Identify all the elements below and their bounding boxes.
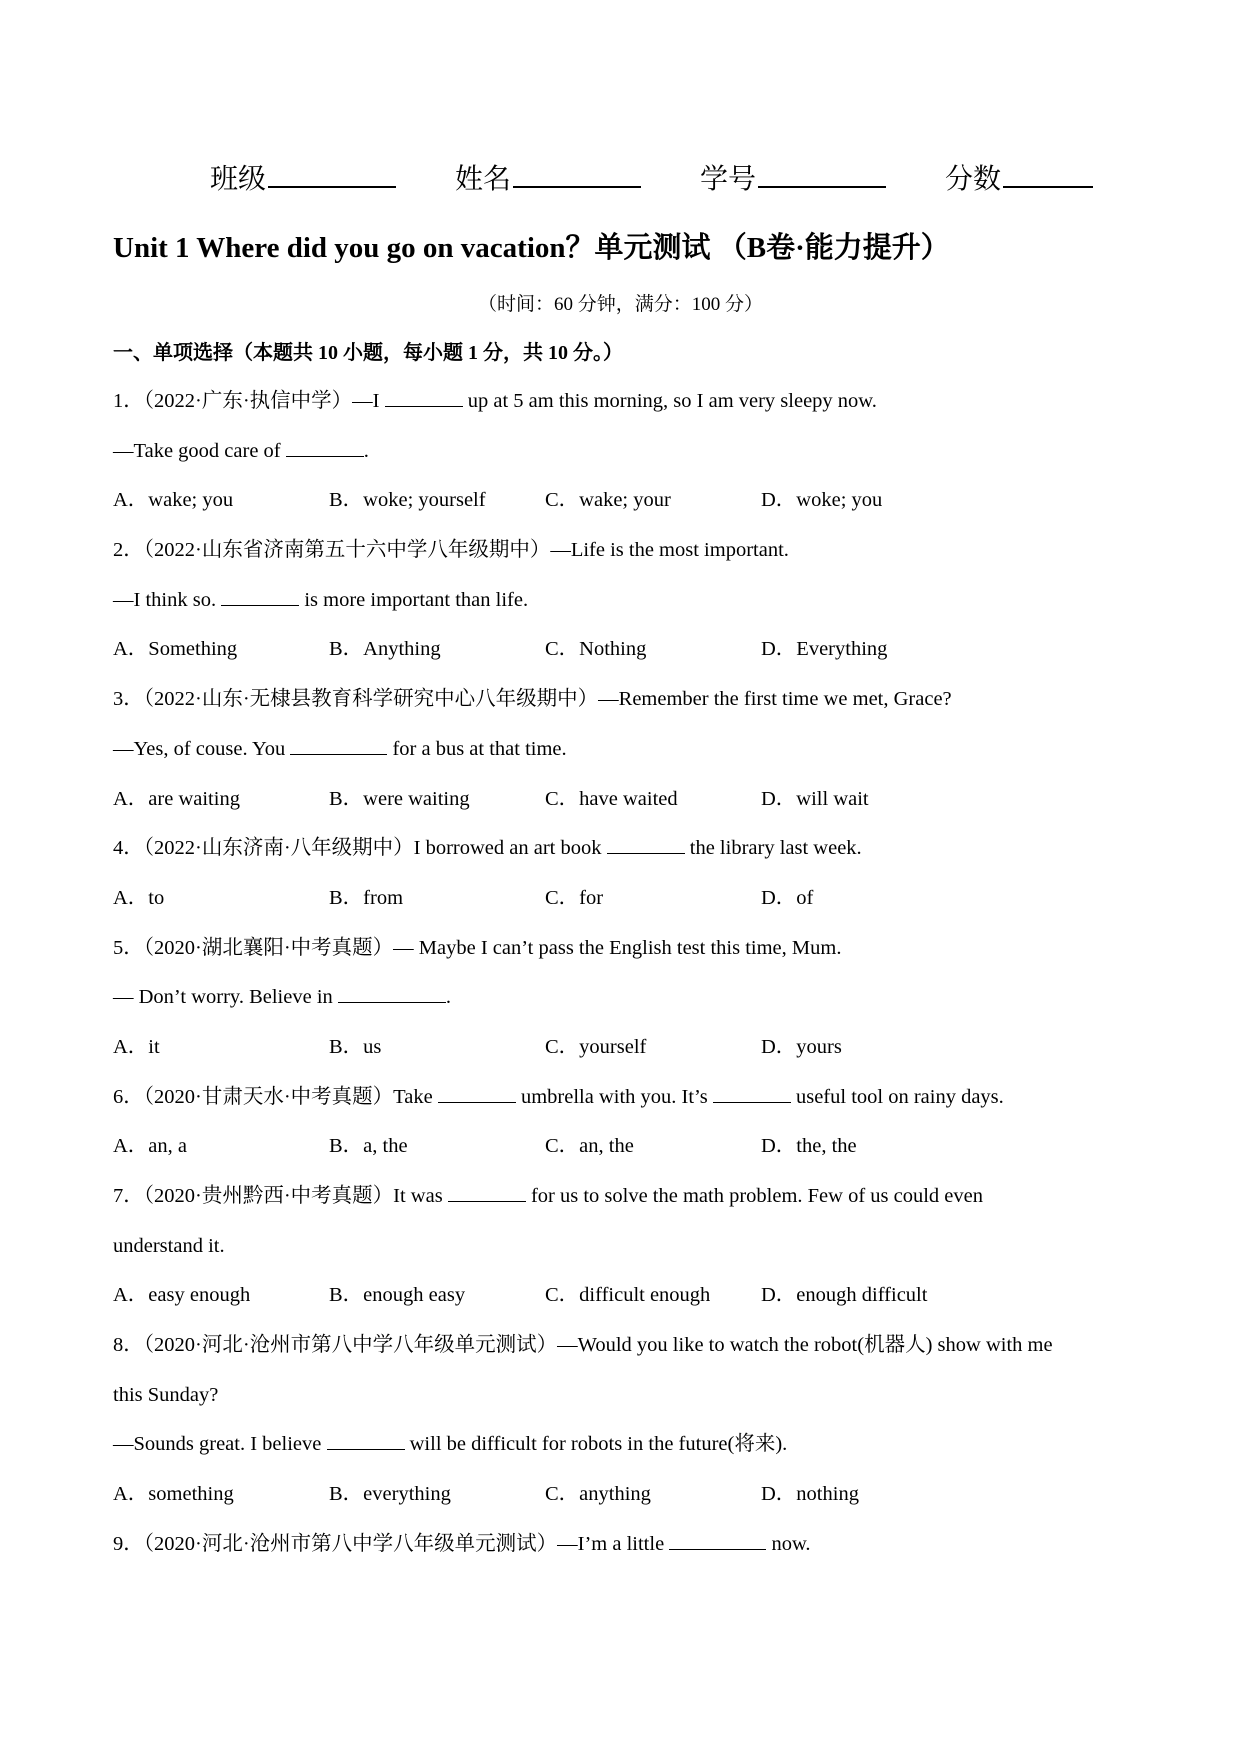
question-text-line	[113, 436, 1133, 486]
question-3	[113, 684, 1133, 833]
question-text: —Sounds great. I believe	[113, 1433, 327, 1456]
question-text: 5．（2020·湖北襄阳·中考真题）— Maybe I can’t pass the English test this time, Mum.	[113, 936, 842, 959]
question-text: —Take good care of	[113, 439, 286, 462]
question-text: 3．（2022·山东·无棣县教育科学研究中心八年级期中）—Remember the first time we met, Grace?	[113, 688, 952, 711]
option-b[interactable]: B．were waiting	[329, 787, 470, 810]
question-text: — Don’t worry. Believe in	[113, 986, 338, 1009]
question-text: will be difficult for robots in the future(将来).	[404, 1433, 788, 1456]
option-a[interactable]: A．it	[113, 1035, 160, 1058]
answer-options	[113, 485, 1133, 535]
question-text: umbrella with you. It’s	[515, 1085, 713, 1108]
score-label: 分数	[945, 164, 1002, 195]
option-c[interactable]: C．anything	[545, 1483, 651, 1506]
question-text: 8．（2020·河北·沧州市第八中学八年级单元测试）—Would you like to watch the robot(机器人) show with me	[113, 1334, 1053, 1357]
question-text-line	[113, 1181, 1133, 1231]
option-d[interactable]: D．of	[761, 886, 814, 909]
answer-options	[113, 883, 1133, 933]
option-d[interactable]: D．the, the	[761, 1135, 857, 1158]
option-b[interactable]: B．Anything	[329, 638, 441, 661]
option-a[interactable]: A．something	[113, 1483, 234, 1506]
question-text: this Sunday?	[113, 1383, 219, 1406]
option-b[interactable]: B．woke; yourself	[329, 489, 486, 512]
question-text: .	[445, 986, 452, 1009]
question-6	[113, 1082, 1133, 1181]
option-a[interactable]: A．an, a	[113, 1135, 188, 1158]
option-c[interactable]: C．an, the	[545, 1135, 634, 1158]
student-id-blank-line	[758, 158, 886, 188]
option-a[interactable]: A．wake; you	[113, 489, 234, 512]
answer-blank[interactable]	[286, 436, 364, 457]
question-text: 7．（2020·贵州黔西·中考真题）It was	[113, 1185, 448, 1207]
question-text: 1．（2022·广东·执信中学）—I	[113, 390, 385, 412]
question-text: 6．（2020·甘肃天水·中考真题）Take	[113, 1085, 438, 1108]
question-text-line	[113, 1529, 1133, 1579]
answer-blank[interactable]	[438, 1082, 516, 1103]
option-d[interactable]: D．Everything	[761, 638, 888, 661]
question-7	[113, 1181, 1133, 1330]
question-text: understand it.	[113, 1234, 225, 1257]
question-list	[113, 386, 1133, 1579]
option-c[interactable]: C．difficult enough	[545, 1284, 711, 1307]
exam-time-info: （时间：60 分钟，满分：100 分）	[477, 294, 763, 315]
answer-blank[interactable]	[607, 833, 685, 854]
question-9	[113, 1529, 1133, 1579]
option-d[interactable]: D．nothing	[761, 1483, 859, 1506]
option-c[interactable]: C．have waited	[545, 787, 678, 810]
option-b[interactable]: B．us	[329, 1035, 382, 1058]
question-text-line	[113, 1380, 1133, 1430]
option-d[interactable]: D．will wait	[761, 787, 869, 810]
answer-options	[113, 634, 1133, 684]
answer-options	[113, 1280, 1133, 1330]
question-text: 2．（2022·山东省济南第五十六中学八年级期中）—Life is the most important.	[113, 539, 789, 562]
question-text: 9．（2020·河北·沧州市第八中学八年级单元测试）—I’m a little	[113, 1532, 670, 1555]
answer-blank[interactable]	[290, 734, 387, 755]
answer-blank[interactable]	[385, 386, 463, 407]
question-5	[113, 933, 1133, 1082]
question-text-line	[113, 982, 1133, 1032]
answer-options	[113, 1131, 1133, 1181]
answer-blank[interactable]	[338, 982, 446, 1003]
score-blank-line	[1003, 158, 1093, 188]
option-a[interactable]: A．Something	[113, 638, 238, 661]
question-text: up at 5 am this morning, so I am very sleepy now.	[462, 390, 877, 412]
option-c[interactable]: C．yourself	[545, 1035, 647, 1058]
option-c[interactable]: C．for	[545, 886, 604, 909]
question-4	[113, 833, 1133, 932]
question-text: now.	[766, 1532, 811, 1555]
question-text: —I think so.	[113, 588, 222, 611]
question-text-line	[113, 833, 1133, 883]
question-text: 4．（2022·山东济南·八年级期中）I borrowed an art book	[113, 837, 607, 860]
student-info-header	[210, 158, 1130, 200]
option-d[interactable]: D．enough difficult	[761, 1284, 928, 1307]
option-b[interactable]: B．everything	[329, 1483, 451, 1506]
answer-blank[interactable]	[221, 585, 299, 606]
question-text-line	[113, 535, 1133, 585]
class-blank-line	[268, 158, 396, 188]
option-b[interactable]: B．from	[329, 886, 404, 909]
question-text-line	[113, 933, 1133, 983]
question-text-line	[113, 734, 1133, 784]
question-text-line	[113, 1082, 1133, 1132]
student-id-label: 学号	[700, 164, 757, 195]
option-d[interactable]: D．woke; you	[761, 489, 883, 512]
class-field[interactable]	[210, 158, 396, 200]
question-text: .	[363, 439, 369, 462]
answer-blank[interactable]	[448, 1181, 526, 1202]
student-id-field[interactable]	[700, 158, 886, 200]
section-heading: 一、单项选择（本题共 10 小题，每小题 1 分，共 10 分。）	[113, 342, 623, 364]
question-text: is more important than life.	[299, 588, 529, 611]
question-1	[113, 386, 1133, 535]
question-2	[113, 535, 1133, 684]
question-text-line	[113, 1231, 1133, 1281]
answer-blank[interactable]	[713, 1082, 791, 1103]
question-text: useful tool on rainy days.	[790, 1085, 1004, 1108]
question-text-line	[113, 1330, 1133, 1380]
class-label: 班级	[210, 164, 267, 195]
option-a[interactable]: A．to	[113, 886, 165, 909]
question-text-line	[113, 1429, 1133, 1479]
option-b[interactable]: B．enough easy	[329, 1284, 466, 1307]
question-text: the library last week.	[684, 837, 862, 860]
option-c[interactable]: C．Nothing	[545, 638, 647, 661]
question-text: for a bus at that time.	[387, 737, 567, 760]
question-8	[113, 1330, 1133, 1529]
name-blank-line	[513, 158, 641, 188]
name-field[interactable]	[455, 158, 641, 200]
question-text-line	[113, 684, 1133, 734]
answer-options	[113, 1479, 1133, 1529]
answer-blank[interactable]	[669, 1529, 766, 1550]
document-title: Unit 1 Where did you go on vacation？单元测试 （B卷·能力提升）	[113, 232, 950, 264]
question-text-line	[113, 585, 1133, 635]
option-a[interactable]: A．easy enough	[113, 1284, 251, 1307]
score-field[interactable]	[945, 158, 1093, 200]
answer-options	[113, 1032, 1133, 1082]
question-text: for us to solve the math problem. Few of us could even	[525, 1185, 983, 1207]
answer-options	[113, 784, 1133, 834]
option-c[interactable]: C．wake; your	[545, 489, 671, 512]
question-text: —Yes, of couse. You	[113, 737, 291, 760]
option-a[interactable]: A．are waiting	[113, 787, 240, 810]
option-b[interactable]: B．a, the	[329, 1135, 408, 1158]
question-text-line	[113, 386, 1133, 436]
name-label: 姓名	[455, 164, 512, 195]
option-d[interactable]: D．yours	[761, 1035, 842, 1058]
answer-blank[interactable]	[327, 1429, 405, 1450]
